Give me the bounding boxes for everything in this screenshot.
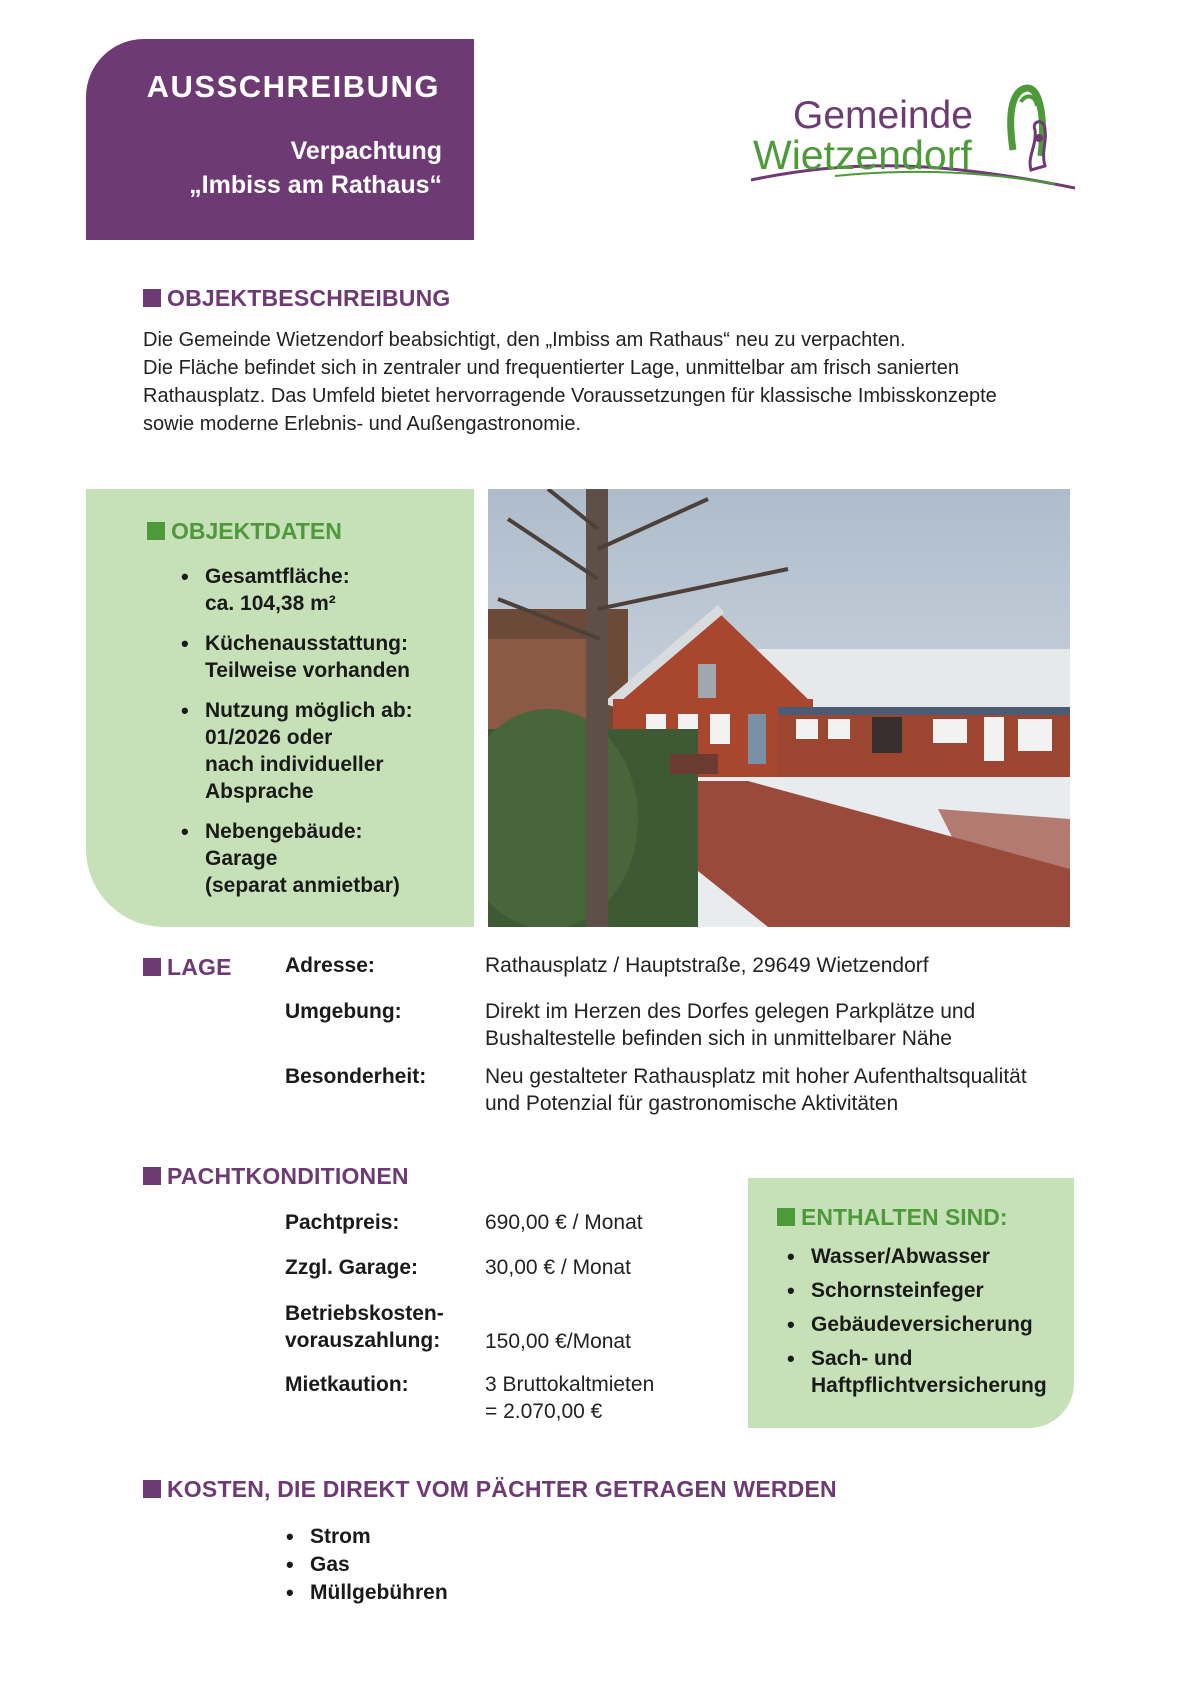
square-bullet-icon (143, 1480, 161, 1498)
garage-label: Zzgl. Garage: (285, 1256, 419, 1279)
logo-text-gemeinde: Gemeinde (793, 94, 973, 137)
square-bullet-icon (147, 522, 165, 540)
list-item: • Schornsteinfeger (783, 1277, 1073, 1304)
betriebskosten-label-line2: vorauszahlung: (285, 1329, 441, 1352)
section-heading-enthalten: ENTHALTEN SIND: (777, 1204, 1008, 1231)
building-photo (488, 489, 1070, 927)
page-title: AUSSCHREIBUNG (146, 69, 440, 104)
list-item: • Sach- und Haftpflichtversicherung (783, 1345, 1073, 1399)
square-bullet-icon (143, 958, 161, 976)
list-item: • Gesamtfläche: ca. 104,38 m² (177, 563, 467, 617)
logo-text-wietzendorf: Wietzendorf (753, 132, 972, 178)
section-heading-objektdaten: OBJEKTDATEN (147, 518, 342, 545)
description-paragraph (143, 326, 1083, 438)
pachtpreis-label: Pachtpreis: (285, 1211, 400, 1234)
list-item: • Nebengebäude: Garage (separat anmietbar) (177, 818, 467, 899)
description-line: Rathausplatz. Das Umfeld bietet hervorragende Voraussetzungen für klassische Imbisskonzepte (143, 385, 997, 407)
enthalten-list (783, 1243, 1073, 1406)
kaution-label: Mietkaution: (285, 1373, 409, 1396)
objektdaten-list (177, 563, 467, 912)
list-item: • Wasser/Abwasser (783, 1243, 1073, 1270)
section-heading-objektbeschreibung: OBJEKTBESCHREIBUNG (143, 285, 450, 312)
besonderheit-label: Besonderheit: (285, 1065, 427, 1088)
kaution-value-line1: 3 Bruttokaltmieten (485, 1373, 655, 1396)
municipality-logo (745, 80, 1075, 200)
besonderheit-value-line1: Neu gestalteter Rathausplatz mit hoher Aufenthaltsqualität (485, 1065, 1027, 1088)
besonderheit-value-line2: und Potenzial für gastronomische Aktivitäten (485, 1092, 899, 1115)
description-line: Die Gemeinde Wietzendorf beabsichtigt, den „Imbiss am Rathaus“ neu zu verpachten. (143, 329, 906, 351)
description-line: sowie moderne Erlebnis- und Außengastronomie. (143, 413, 582, 435)
header-banner (86, 39, 474, 240)
list-item: • Gebäudeversicherung (783, 1311, 1073, 1338)
section-heading-kosten: KOSTEN, DIE DIREKT VOM PÄCHTER GETRAGEN WERDEN (143, 1476, 837, 1503)
kosten-list (282, 1523, 448, 1607)
square-bullet-icon (777, 1208, 795, 1226)
list-item: • Küchenausstattung: Teilweise vorhanden (177, 630, 467, 684)
adresse-label: Adresse: (285, 954, 375, 977)
list-item: • Gas (282, 1551, 448, 1578)
betriebskosten-label-line1: Betriebskosten- (285, 1302, 444, 1325)
page-subtitle-line2: „Imbiss am Rathaus“ (189, 171, 442, 199)
description-line: Die Fläche befindet sich in zentraler und frequentierter Lage, unmittelbar am frisch sanierten (143, 357, 959, 379)
umgebung-value-line2: Bushaltestelle befinden sich in unmittelbarer Nähe (485, 1027, 952, 1050)
adresse-value: Rathausplatz / Hauptstraße, 29649 Wietzendorf (485, 954, 929, 977)
page-subtitle-line1: Verpachtung (290, 137, 442, 165)
section-heading-pachtkonditionen: PACHTKONDITIONEN (143, 1163, 409, 1190)
square-bullet-icon (143, 1167, 161, 1185)
kaution-value-line2: = 2.070,00 € (485, 1400, 603, 1423)
square-bullet-icon (143, 289, 161, 307)
umgebung-value-line1: Direkt im Herzen des Dorfes gelegen Parkplätze und (485, 1000, 976, 1023)
garage-value: 30,00 € / Monat (485, 1256, 631, 1279)
list-item: • Müllgebühren (282, 1579, 448, 1606)
section-heading-lage: LAGE (143, 954, 232, 981)
betriebskosten-value: 150,00 €/Monat (485, 1330, 631, 1353)
list-item: • Strom (282, 1523, 448, 1550)
list-item: • Nutzung möglich ab: 01/2026 oder nach individueller Absprache (177, 697, 467, 805)
pachtpreis-value: 690,00 € / Monat (485, 1211, 643, 1234)
umgebung-label: Umgebung: (285, 1000, 402, 1023)
